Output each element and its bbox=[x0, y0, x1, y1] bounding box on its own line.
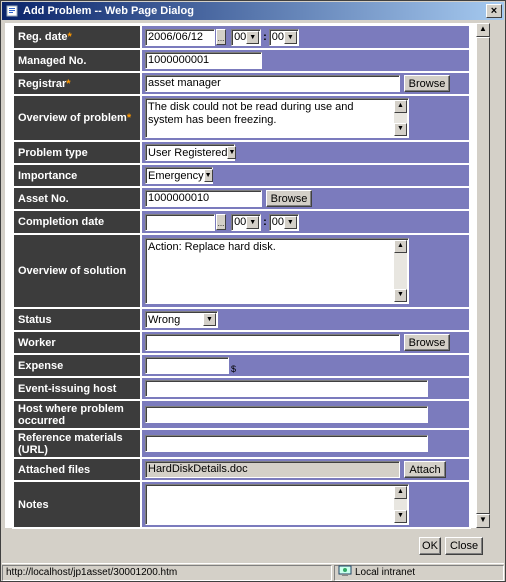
scroll-up-icon[interactable]: ▲ bbox=[394, 240, 407, 253]
event-host-label: Event-issuing host bbox=[18, 382, 117, 395]
chevron-down-icon: ▼ bbox=[227, 146, 236, 159]
notes-label: Notes bbox=[18, 498, 49, 511]
worker-input[interactable] bbox=[145, 334, 400, 351]
completion-date-calendar-button[interactable]: ... bbox=[216, 214, 226, 230]
required-marker: * bbox=[67, 31, 72, 43]
row-reg-date: Reg. date* 2006/06/12 ... 00 ▼ : 00 ▼ bbox=[14, 26, 469, 48]
chevron-down-icon: ▼ bbox=[284, 31, 297, 44]
textarea-scrollbar[interactable] bbox=[394, 100, 407, 136]
dialog-content bbox=[5, 23, 486, 528]
overview-solution-label: Overview of solution bbox=[18, 265, 127, 277]
row-problem-type bbox=[14, 142, 469, 163]
chevron-down-icon: ▼ bbox=[284, 216, 297, 229]
row-overview-problem bbox=[14, 96, 469, 140]
problem-type-select[interactable]: User Registered ▼ bbox=[145, 144, 235, 161]
dialog-buttons bbox=[419, 537, 483, 555]
problem-host-input[interactable] bbox=[145, 406, 428, 423]
reference-label: Reference materials (URL) bbox=[18, 431, 123, 456]
reg-date-input[interactable]: 2006/06/12 bbox=[145, 29, 215, 46]
completion-date-input[interactable] bbox=[145, 214, 215, 231]
importance-label: Importance bbox=[18, 169, 78, 182]
chevron-down-icon: ▼ bbox=[203, 313, 216, 326]
row-notes bbox=[14, 482, 469, 527]
worker-label: Worker bbox=[18, 336, 56, 349]
row-reference bbox=[14, 430, 469, 457]
row-status bbox=[14, 309, 469, 330]
ie-document-icon bbox=[5, 4, 19, 18]
attach-button[interactable]: Attach bbox=[404, 461, 446, 478]
worker-browse-button[interactable]: Browse bbox=[404, 334, 450, 351]
title-bar bbox=[2, 2, 504, 20]
row-expense bbox=[14, 355, 469, 376]
attached-files-label: Attached files bbox=[18, 463, 91, 476]
completion-hour-select[interactable]: 00 ▼ bbox=[231, 214, 261, 231]
registrar-label: Registrar bbox=[18, 77, 67, 90]
scroll-up-icon[interactable]: ▲ bbox=[394, 486, 407, 499]
registrar-browse-button[interactable]: Browse bbox=[404, 75, 450, 92]
row-completion-date: Completion date ... 00 ▼ : 00 ▼ bbox=[14, 211, 469, 233]
zone-label: Local intranet bbox=[355, 567, 416, 578]
attached-files-input: HardDiskDetails.doc bbox=[145, 461, 400, 478]
registrar-input[interactable]: asset manager bbox=[145, 75, 400, 92]
page-scroll-down-icon[interactable]: ▼ bbox=[476, 514, 490, 528]
textarea-scrollbar[interactable] bbox=[394, 486, 407, 523]
managed-no-input[interactable]: 1000000001 bbox=[145, 52, 262, 69]
overview-problem-textarea[interactable]: The disk could not be read during use and system has been freezing. ▲ ▼ bbox=[145, 98, 409, 138]
currency-unit: $ bbox=[231, 364, 237, 374]
reg-date-label: Reg. date bbox=[18, 31, 68, 43]
reg-date-minute-select[interactable]: 00 ▼ bbox=[269, 29, 299, 46]
textarea-scrollbar[interactable] bbox=[394, 240, 407, 302]
reference-input[interactable] bbox=[145, 435, 428, 452]
completion-minute-select[interactable]: 00 ▼ bbox=[269, 214, 299, 231]
problem-host-label: Host where problem occurred bbox=[18, 402, 124, 427]
status-label: Status bbox=[18, 313, 52, 326]
row-attached bbox=[14, 459, 469, 480]
expense-input[interactable] bbox=[145, 357, 229, 374]
reg-date-calendar-button[interactable]: ... bbox=[216, 29, 226, 45]
security-zone bbox=[334, 565, 504, 581]
overview-problem-label: Overview of problem bbox=[18, 112, 127, 124]
asset-no-label: Asset No. bbox=[18, 192, 69, 205]
required-marker: * bbox=[126, 112, 132, 124]
overview-solution-textarea[interactable]: Action: Replace hard disk. ▲ ▼ bbox=[145, 238, 409, 304]
page-scroll-thumb[interactable] bbox=[476, 37, 490, 514]
ok-button[interactable]: OK bbox=[419, 537, 441, 555]
chevron-down-icon: ▼ bbox=[246, 31, 259, 44]
notes-textarea[interactable] bbox=[145, 484, 409, 525]
row-importance bbox=[14, 165, 469, 186]
problem-form bbox=[12, 24, 471, 529]
page-scroll-up-icon[interactable]: ▲ bbox=[476, 23, 490, 37]
status-url: http://localhost/jp1asset/30001200.htm bbox=[2, 565, 332, 581]
intranet-zone-icon bbox=[338, 565, 352, 580]
reg-date-hour-select[interactable]: 00 ▼ bbox=[231, 29, 261, 46]
row-registrar bbox=[14, 73, 469, 94]
status-select[interactable]: Wrong ▼ bbox=[145, 311, 218, 328]
scroll-down-icon[interactable]: ▼ bbox=[394, 289, 407, 302]
row-asset-no bbox=[14, 188, 469, 209]
asset-no-input[interactable]: 1000000010 bbox=[145, 190, 262, 207]
row-event-host bbox=[14, 378, 469, 399]
chevron-down-icon: ▼ bbox=[204, 169, 213, 182]
completion-date-label: Completion date bbox=[18, 216, 105, 228]
expense-label: Expense bbox=[18, 359, 64, 372]
status-bar bbox=[2, 563, 504, 581]
asset-no-browse-button[interactable]: Browse bbox=[266, 190, 312, 207]
managed-no-label: Managed No. bbox=[18, 54, 87, 67]
scroll-down-icon[interactable]: ▼ bbox=[394, 123, 407, 136]
row-overview-solution bbox=[14, 235, 469, 307]
event-host-input[interactable] bbox=[145, 380, 428, 397]
scroll-up-icon[interactable]: ▲ bbox=[394, 100, 407, 113]
close-window-button[interactable]: × bbox=[486, 4, 502, 18]
importance-select[interactable]: Emergency ▼ bbox=[145, 167, 213, 184]
row-worker bbox=[14, 332, 469, 353]
row-managed-no bbox=[14, 50, 469, 71]
chevron-down-icon: ▼ bbox=[246, 216, 259, 229]
row-problem-host bbox=[14, 401, 469, 428]
window-title: Add Problem -- Web Page Dialog bbox=[23, 5, 194, 17]
page-scrollbar[interactable] bbox=[476, 23, 490, 528]
problem-type-label: Problem type bbox=[18, 146, 88, 159]
close-button[interactable]: Close bbox=[445, 537, 483, 555]
required-marker: * bbox=[66, 77, 71, 90]
scroll-down-icon[interactable]: ▼ bbox=[394, 510, 407, 523]
